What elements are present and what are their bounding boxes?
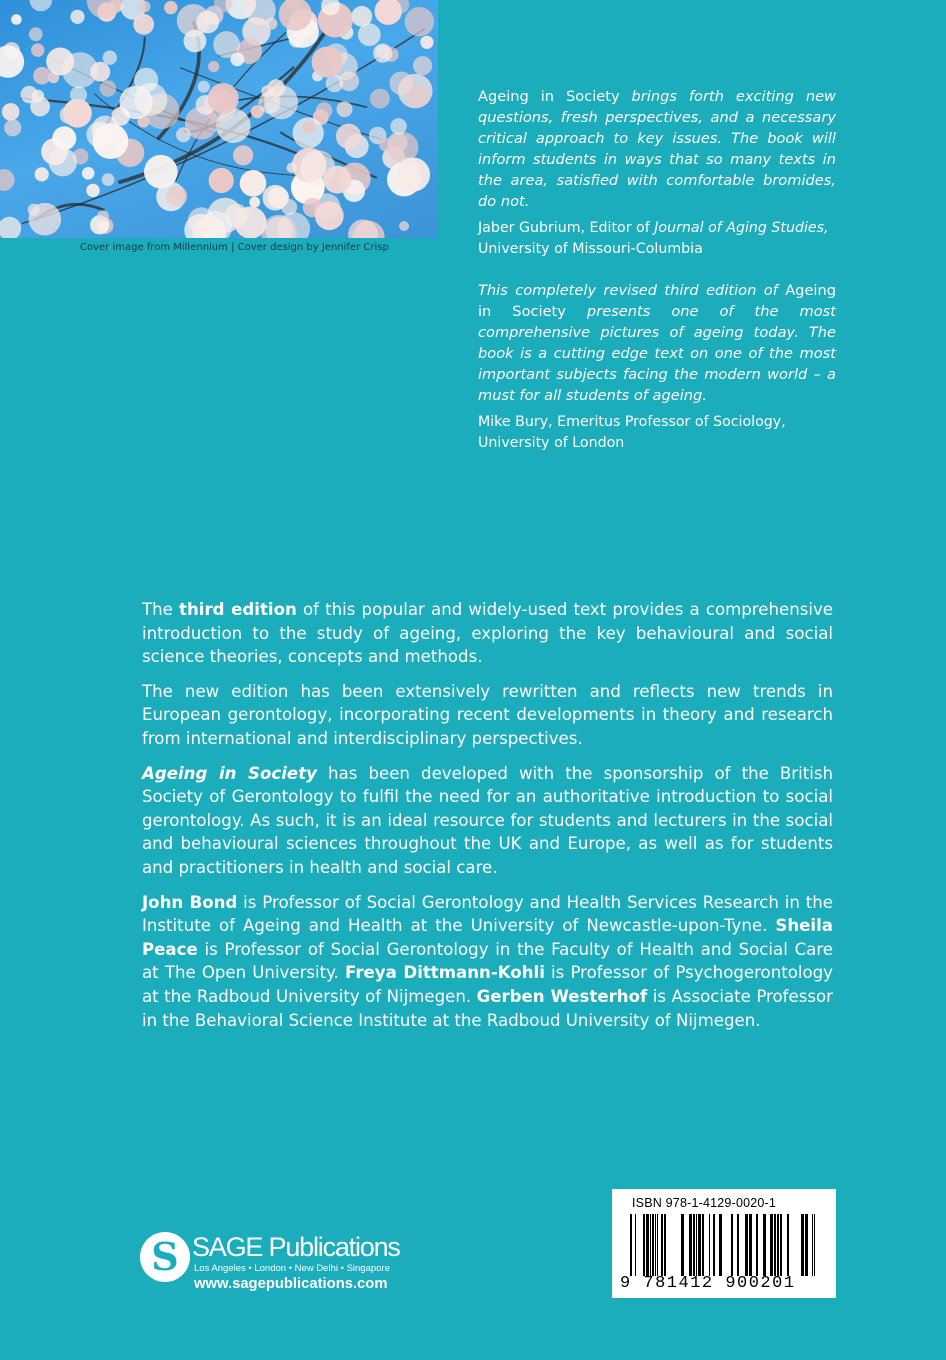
blossom <box>209 168 234 193</box>
blossom <box>208 61 219 72</box>
barcode-bar <box>702 1214 704 1276</box>
quote-2: This completely revised third edition of Ageing in Society presents one of the most comprehensive pictures of ageing today. The book is a cutting edge text on one of the most important subjects facing the modern world – a must for all students of ageing. <box>478 282 836 404</box>
blossom <box>420 36 433 49</box>
blossom <box>233 145 253 165</box>
barcode-bar <box>635 1214 636 1276</box>
barcode-bar <box>731 1214 733 1276</box>
publisher-name: SAGE Publications <box>192 1232 400 1262</box>
blossom <box>0 217 21 238</box>
barcode-bar <box>814 1214 815 1276</box>
quote-1: Ageing in Society brings forth exciting new questions, fresh perspectives, and a necessary critical approach to key issues. The book will inform students in ways that so many texts in the area, satisfied with comfortable bromides, do not. <box>478 88 836 210</box>
sage-logo-icon: S <box>140 1232 190 1282</box>
author-name: Gerben Westerhof <box>476 986 648 1006</box>
barcode-bar <box>719 1214 722 1276</box>
blossom <box>396 158 430 192</box>
barcode-bar <box>709 1214 710 1276</box>
barcode-bar <box>745 1214 748 1276</box>
blossom <box>30 97 50 117</box>
blossom <box>323 166 351 194</box>
blossom <box>375 0 402 25</box>
blossom <box>0 46 24 78</box>
blossom <box>82 167 95 180</box>
blossom <box>102 173 115 186</box>
blossom <box>52 126 76 150</box>
barcode-bar <box>812 1214 813 1276</box>
blossom <box>312 47 343 78</box>
blossom <box>405 7 434 36</box>
blossom <box>240 170 267 197</box>
barcode-bar <box>664 1214 666 1276</box>
blossom <box>119 86 152 119</box>
barcode-bar <box>737 1214 739 1276</box>
barcode-bar <box>756 1214 758 1276</box>
blossom <box>164 1 177 14</box>
blossom <box>87 0 122 19</box>
barcode-bar <box>681 1214 684 1276</box>
blossom <box>100 80 117 97</box>
blossom <box>358 23 381 46</box>
author-name: Sheila Peace <box>142 916 833 959</box>
blossom <box>29 27 43 41</box>
barcode-bar <box>689 1214 692 1276</box>
isbn-barcode <box>612 1189 836 1298</box>
blossom <box>302 121 315 134</box>
barcode-bar <box>646 1214 649 1276</box>
blossom <box>249 197 260 208</box>
barcode-bar <box>749 1214 752 1276</box>
blossom <box>63 99 92 128</box>
blossom <box>30 0 53 11</box>
barcode-bar <box>693 1214 695 1276</box>
isbn-number: ISBN 978-1-4129-0020-1 <box>632 1196 777 1210</box>
blossom <box>93 123 129 159</box>
barcode-bar <box>652 1214 654 1276</box>
description-paragraph-3: Ageing in Society has been developed with the sponsorship of the British Society of Gerontology to fulfil the need for an authoritative introduction to social gerontology. As such, it is an ideal resource for students and lecturers in the social and behavioural sciences throughout the UK and Europe, as well as for students and practitioners in health and social care. <box>142 763 833 877</box>
barcode-bar <box>643 1214 645 1276</box>
ean-digits: 9 781412 900201 <box>620 1274 796 1293</box>
blossom <box>235 207 267 239</box>
blossom <box>264 85 298 119</box>
barcode-bar <box>777 1214 779 1276</box>
barcode-bar <box>657 1214 658 1276</box>
sage-publications-logo <box>140 1232 440 1302</box>
blossom <box>351 6 372 27</box>
description-paragraph-2: The new edition has been extensively rewritten and reflects new trends in European gerontology, incorporating recent developments in theory and research from international and interdisciplinary perspectives. <box>142 681 833 748</box>
blossom <box>103 51 117 65</box>
blossom <box>337 101 353 117</box>
blossom <box>31 43 44 56</box>
review-quotes <box>478 86 836 454</box>
barcode-bar <box>787 1214 789 1276</box>
blossom <box>2 103 20 121</box>
book-description <box>142 598 833 1043</box>
publisher-website: www.sagepublications.com <box>194 1276 388 1292</box>
barcode-bar <box>655 1214 656 1276</box>
blossom <box>336 124 361 149</box>
barcode-bar <box>763 1214 766 1276</box>
blossom <box>133 14 154 35</box>
blossom <box>286 163 296 173</box>
blossom <box>184 30 207 53</box>
barcode-bar <box>698 1214 701 1276</box>
blossom <box>139 1 151 13</box>
barcode-bar <box>805 1214 808 1276</box>
blossom <box>413 56 432 75</box>
blossom <box>213 31 240 58</box>
blossom <box>316 102 333 119</box>
barcode-bar <box>630 1214 632 1276</box>
quote-2-attribution: Mike Bury, Emeritus Professor of Sociology, University of London <box>478 414 786 451</box>
blossom <box>11 14 22 25</box>
blossom <box>263 185 289 211</box>
blossom <box>35 167 49 181</box>
blossom <box>315 201 344 230</box>
description-paragraph-1: The third edition of this popular and widely-used text provides a comprehensive introduction to the study of ageing, exploring the key behavioural and social science theories, concepts and methods. <box>142 600 833 667</box>
blossom <box>70 10 84 24</box>
blossom <box>188 207 215 234</box>
barcode-bar <box>774 1214 776 1276</box>
blossom <box>390 118 406 134</box>
barcode-bar <box>770 1214 773 1276</box>
blossom-illustration <box>0 0 438 238</box>
blossom <box>399 221 409 231</box>
blossom <box>176 127 191 142</box>
blossom <box>46 48 74 76</box>
publisher-cities: Los Angeles • London • New Delhi • Singapore <box>194 1263 390 1274</box>
blossom <box>198 81 210 93</box>
blossom <box>0 169 15 191</box>
barcode-bar <box>650 1214 651 1276</box>
author-name: John Bond <box>142 892 238 912</box>
blossom <box>370 89 390 109</box>
barcode-bar <box>661 1214 663 1276</box>
blossom <box>144 155 178 189</box>
barcode-bar <box>696 1214 697 1276</box>
barcode-bar <box>780 1214 782 1276</box>
barcode-bars <box>630 1214 820 1276</box>
blossom <box>97 210 109 222</box>
cover-photo-blossoms <box>0 0 438 238</box>
author-bios: John Bond is Professor of Social Gerontology and Health Services Research in the Institute of Ageing and Health at the University of Newcastle-upon-Tyne. Sheila Peace is Professor of Social Gerontology in the Faculty of Health and Social Care at The Open University. Freya Dittmann-Kohli is Professor of Psychogerontology at the Radboud University of Nijmegen. Gerben Westerhof is Associate Professor in the Behavioral Science Institute at the Radboud University of Nijmegen. <box>142 892 834 1030</box>
blossom <box>373 44 392 63</box>
blossom <box>29 203 62 236</box>
quote-1-attribution: Jaber Gubrium, Editor of Journal of Aging Studies, University of Missouri-Columbia <box>478 220 829 257</box>
blossom <box>86 184 99 197</box>
author-name: Freya Dittmann-Kohli <box>345 963 545 983</box>
blossom <box>4 119 21 136</box>
blossom <box>196 11 219 34</box>
blossom <box>166 186 187 207</box>
barcode-bar <box>713 1214 715 1276</box>
barcode-bar <box>801 1214 804 1276</box>
cover-image-credit: Cover image from Millennium | Cover design by Jennifer Crisp <box>80 242 389 253</box>
blossom <box>389 72 413 96</box>
blossom <box>208 83 239 114</box>
blossom <box>33 67 51 85</box>
blossom <box>379 138 393 152</box>
